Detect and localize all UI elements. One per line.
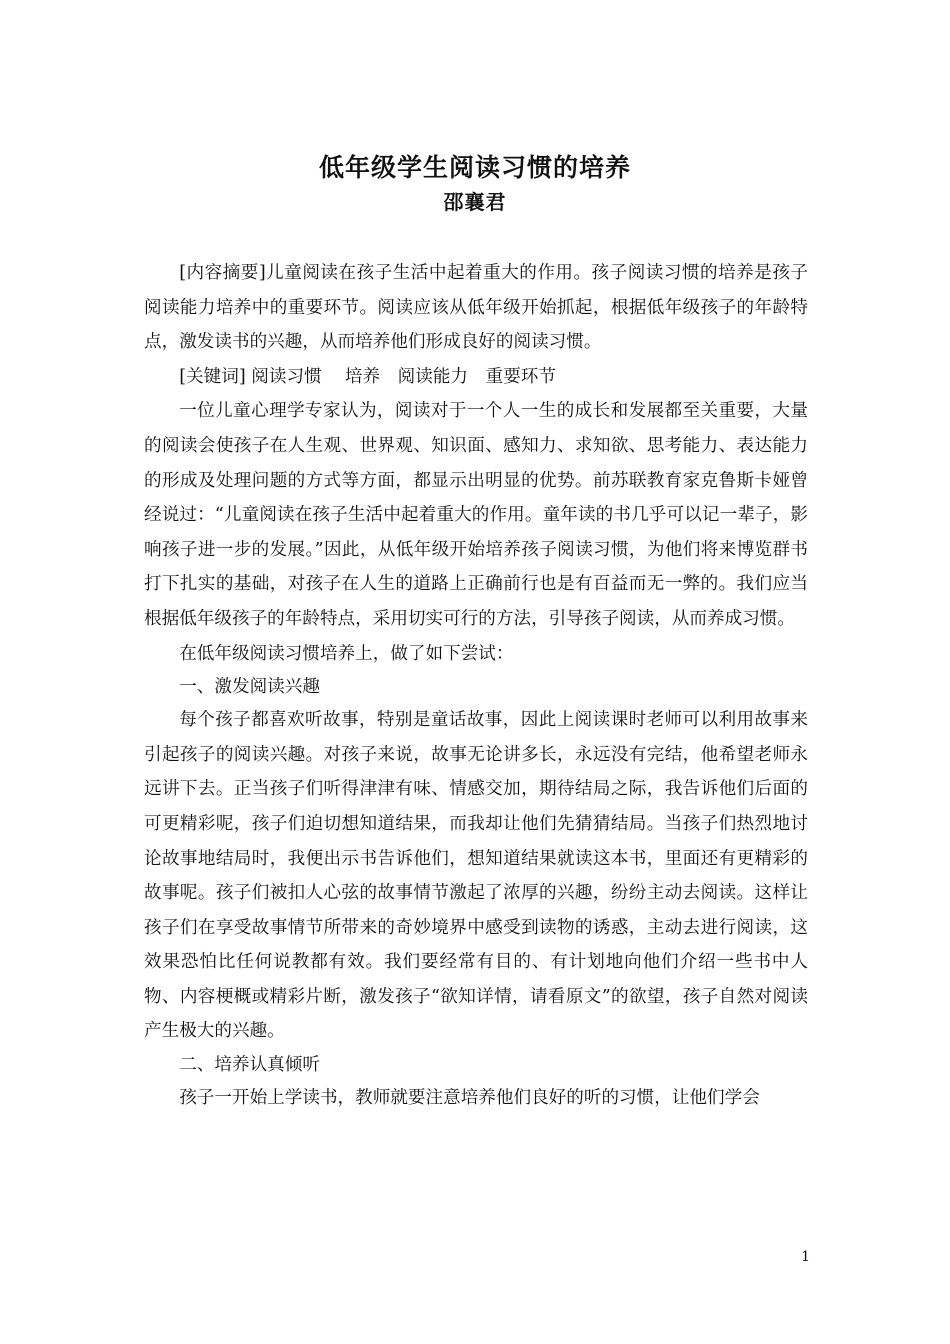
body-paragraph: 一位儿童心理学专家认为，阅读对于一个人一生的成长和发展都至关重要，大量的阅读会使孩子在人生观、世界观、知识面、感知力、求知欲、思考能力、表达能力的形成及处理问题的方式等方面，都显示出明显的优势。前苏联教育家克鲁斯卡娅曾经说过：“儿童阅读在孩子生活中起着重大的作用。童年读的书几乎可以记一辈子，影响孩子进一步的发展。”因此，从低年级开始培养孩子阅读习惯，为他们将来博览群书打下扎实的基础，对孩子在人生的道路上正确前行也是有百益而无一弊的。我们应当根据低年级孩子的年龄特点，采用切实可行的方法，引导孩子阅读，从而养成习惯。 (144, 401, 808, 629)
body-paragraph: 在低年级阅读习惯培养上，做了如下尝试： (179, 643, 514, 664)
body-paragraph: 孩子一开始上学读书，教师就要注意培养他们良好的听的习惯，让他们学会 (179, 1088, 760, 1109)
abstract-paragraph: [内容摘要]儿童阅读在孩子生活中起着重大的作用。孩子阅读习惯的培养是孩子阅读能力培养中的重要环节。阅读应该从低年级开始抓起，根据低年级孩子的年龄特点，激发读书的兴趣，从而培养他们形成良好的阅读习惯。 (144, 263, 808, 353)
page-number: 1 (801, 1249, 810, 1265)
body-paragraph: 每个孩子都喜欢听故事，特别是童话故事，因此上阅读课时老师可以利用故事来引起孩子的阅读兴趣。对孩子来说，故事无论讲多长，永远没有完结，他希望老师永远讲下去。正当孩子们听得津津有味、情感交加，期待结局之际，我告诉他们后面的可更精彩呢，孩子们迫切想知道结果，而我却让他们先猜猜结局。当孩子们热烈地讨论故事地结局时，我便出示书告诉他们，想知道结果就读这本书，里面还有更精彩的故事呢。孩子们被扣人心弦的故事情节激起了浓厚的兴趣，纷纷主动去阅读。这样让孩子们在享受故事情节所带来的奇妙境界中感受到读物的诱惑，主动去进行阅读，这效果恐怕比任何说教都有效。我们要经常有目的、有计划地向他们介绍一些书中人物、内容梗概或精彩片断，激发孩子“欲知详情，请看原文”的欲望，孩子自然对阅读产生极大的兴趣。 (144, 710, 808, 1042)
document-body (144, 256, 808, 1116)
keywords-paragraph: [关键词] 阅读习惯 培养 阅读能力 重要环节 (179, 366, 556, 387)
section-heading: 二、培养认真倾听 (179, 1055, 320, 1076)
document-title: 低年级学生阅读习惯的培养 (318, 152, 631, 182)
section-heading: 一、激发阅读兴趣 (179, 677, 320, 698)
author-name: 邵襄君 (443, 190, 507, 214)
